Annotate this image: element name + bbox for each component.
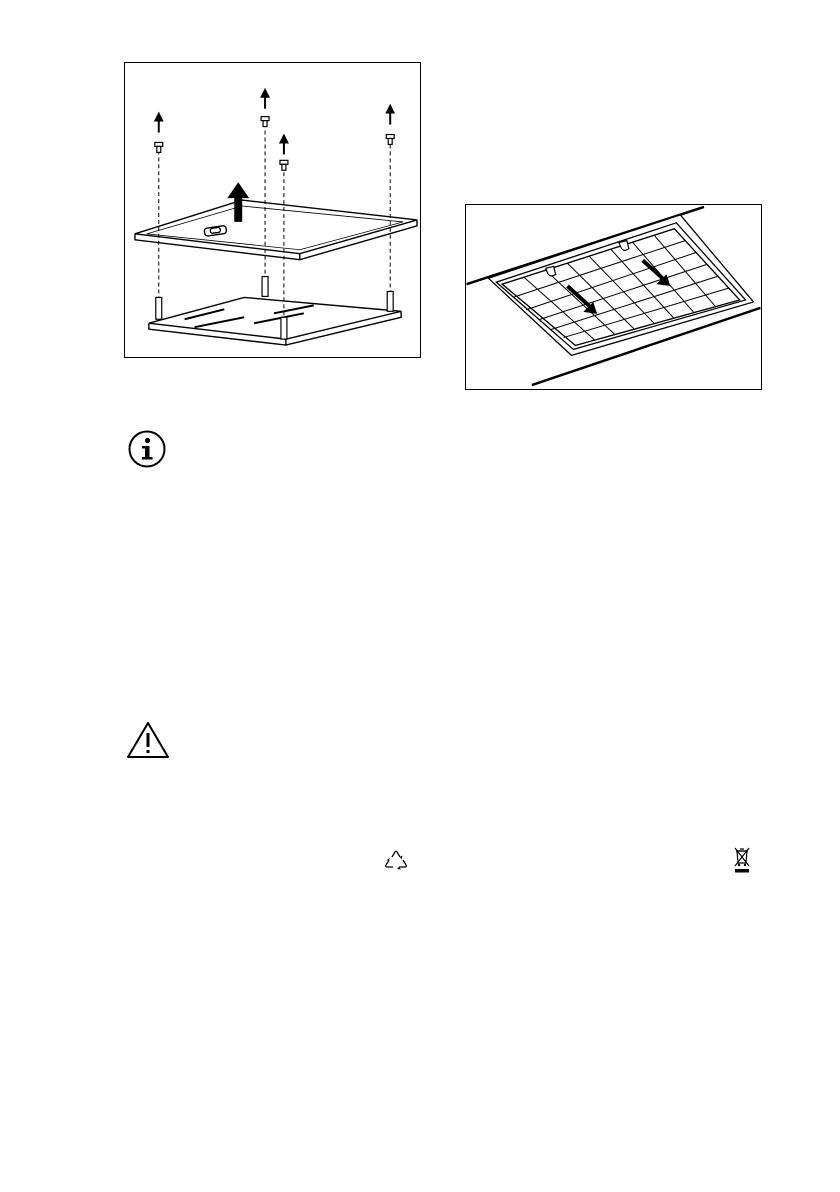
lid-removal-illustration [125,63,420,357]
lid-removal-figure [124,62,421,358]
info-icon [127,429,167,469]
crossed-bin-icon [732,845,752,875]
recycle-icon [383,848,409,874]
lower-frame [149,297,401,345]
filter-removal-figure [465,204,762,390]
filter-frame [488,215,753,355]
screws [155,117,394,171]
upper-lid [135,200,417,260]
lift-arrows [159,93,390,155]
warning-icon [125,720,171,760]
filter-removal-illustration [466,205,761,389]
